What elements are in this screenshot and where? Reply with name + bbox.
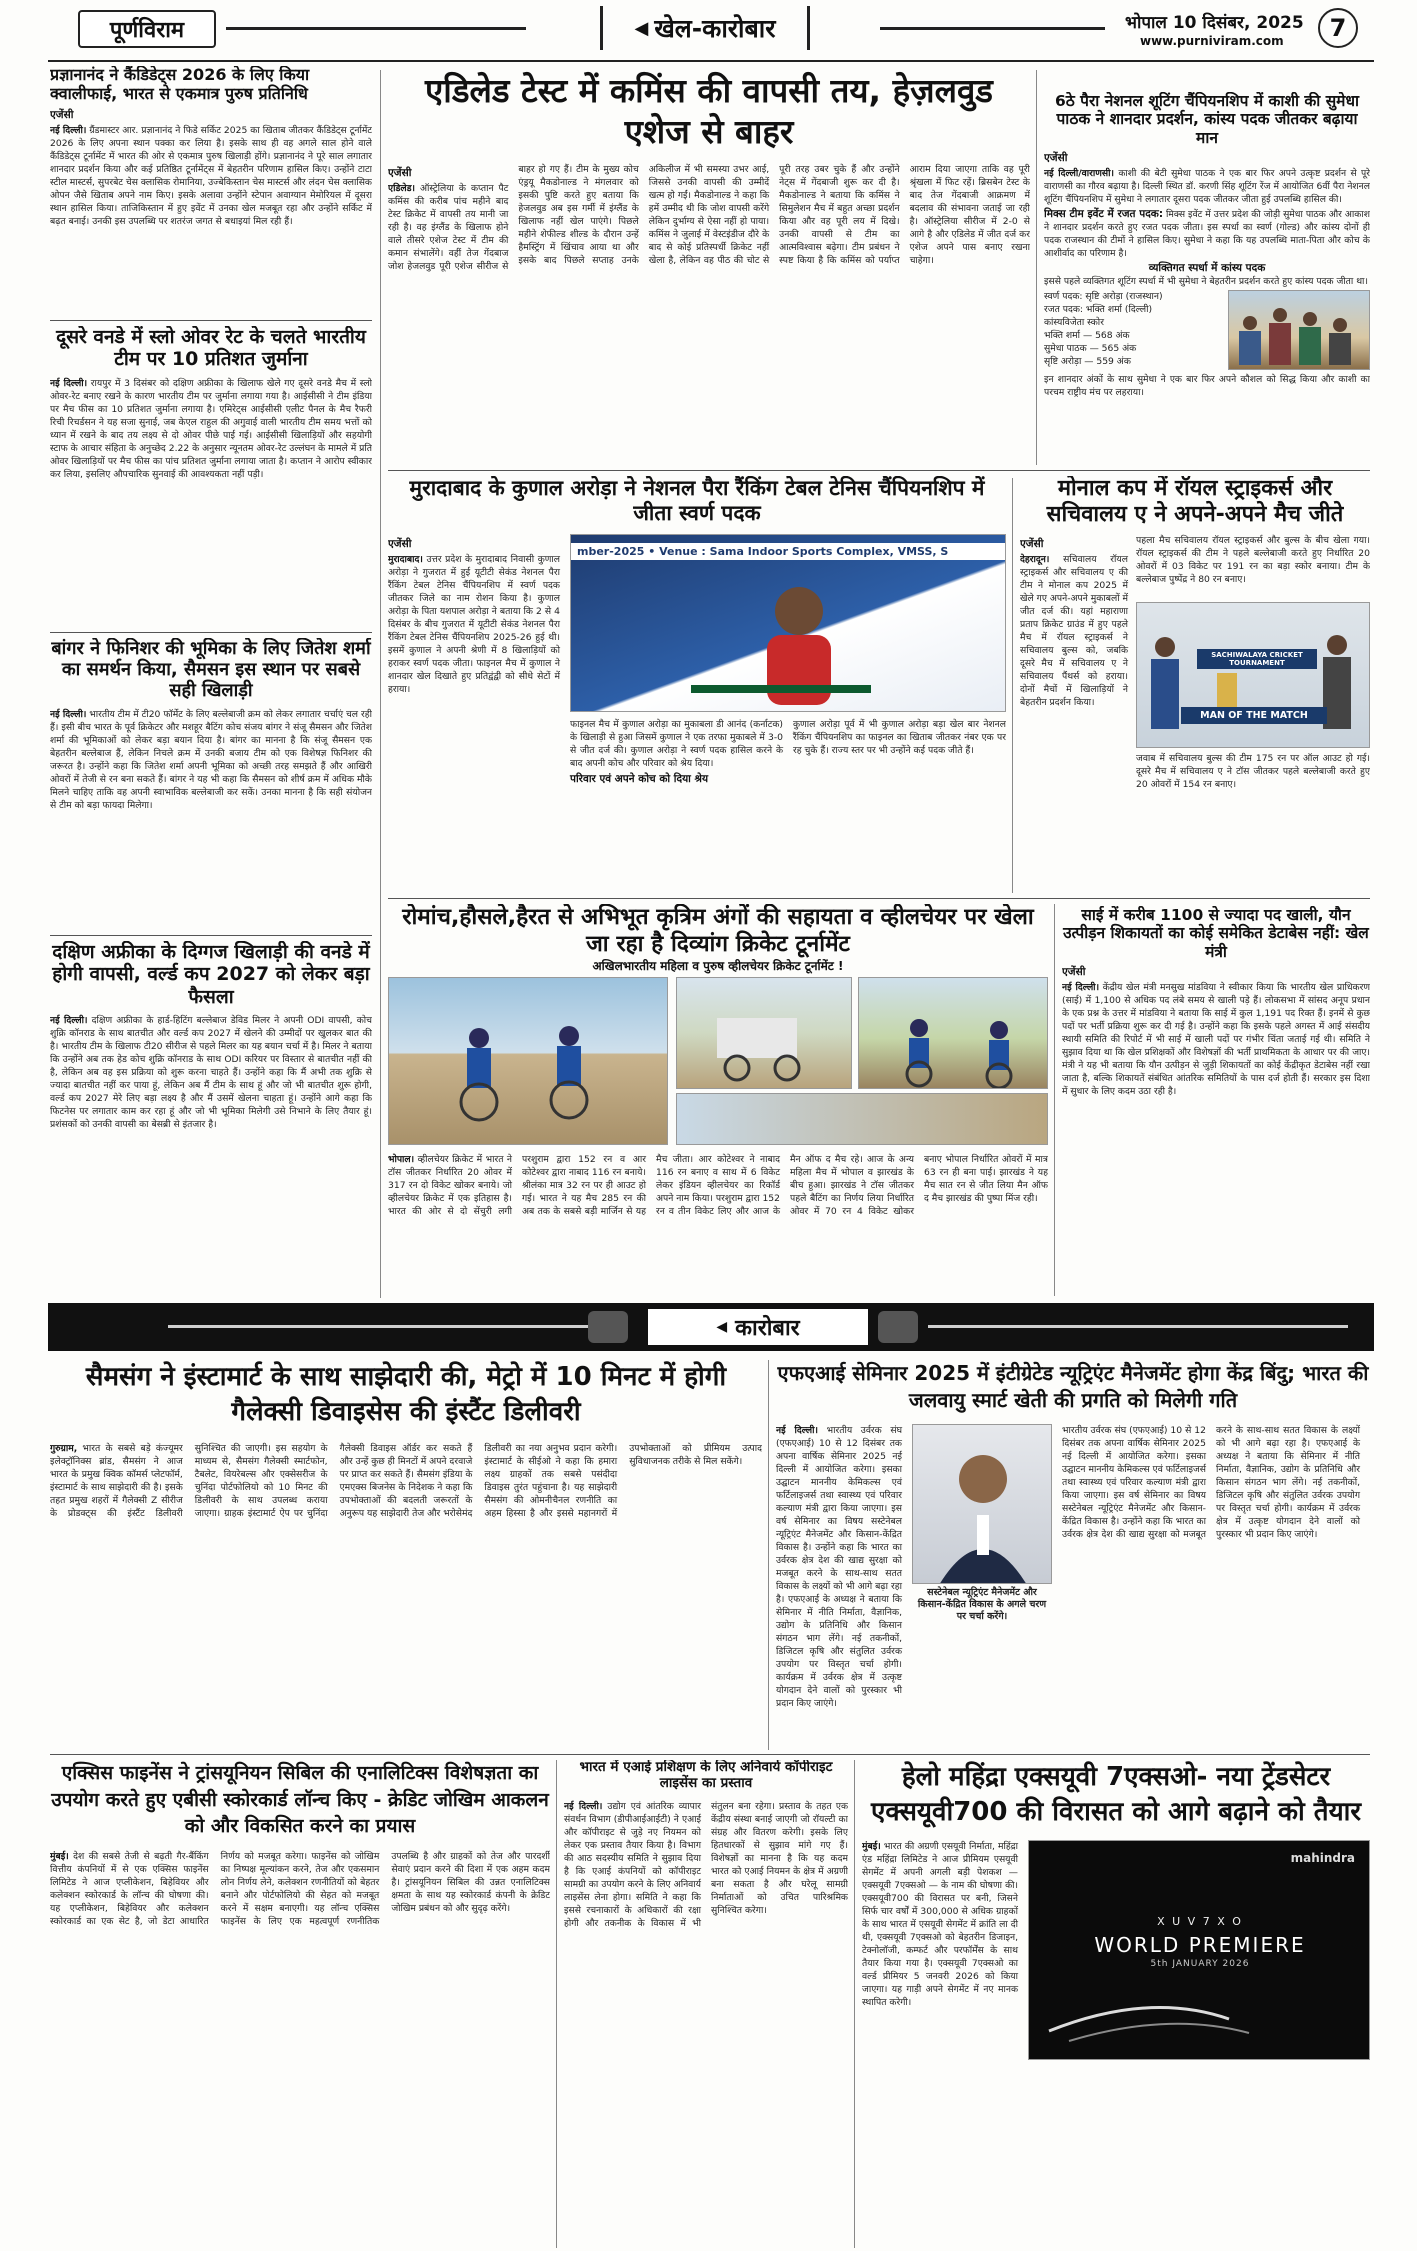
article-text-continued bbox=[1062, 1424, 1360, 1724]
article-praggnanandhaa bbox=[50, 66, 372, 316]
subheadline: अखिलभारतीय महिला व पुरुष व्हीलचेयर क्रिकेट टूर्नामेंट ! bbox=[592, 959, 844, 974]
article-text: ऑस्ट्रेलिया के कप्तान पैट कमिंस की करीब पांच महीने बाद टेस्ट क्रिकेट में वापसी तय मानी जा रही है। वह इंग्लैंड के खिलाफ होने वाले तीसरे एशेज टेस्ट में टीम की कमान संभालेंगे। वहीं तेज गेंदबाज जोश हेजलवुड पूरी एशेज सीरीज से बाहर हो गए हैं। टीम के मुख्य कोच एंड्रयू मैकडोनाल्ड ने मंगलवार को इसकी पुष्टि करते हुए बताया कि हेजलवुड अब इस गर्मी में इंग्लैंड के खिलाफ नहीं खेल पाएंगे। पिछले महीने शेफील्ड शील्ड के दौरान उन्हें हैमस्ट्रिंग में खिंचाव आया था और इसके बाद पिछले सप्ताह उनके अकिलीज में भी समस्या उभर आई, जिससे उनकी वापसी की उम्मीदें खत्म हो गईं। मैकडोनाल्ड ने कहा कि हमें उम्मीद थी कि जोश वापसी करेंगे लेकिन दुर्भाग्य से ऐसा नहीं हो पाया। कमिंस ने जुलाई में वेस्टइंडीज दौरे के बाद से कोई प्रतिस्पर्धी क्रिकेट नहीं खेला है, लेकिन वह पीठ की चोट से पूरी तरह उबर चुके हैं और उन्होंने नेट्स में गेंदबाजी शुरू कर दी है। मैकडोनाल्ड ने बताया कि कमिंस ने सिमुलेशन मैच में बहुत अच्छा प्रदर्शन किया और वह पूरी लय में दिखे। उनकी वापसी से टीम का आत्मविश्वास बढ़ेगा। टीम प्रबंधन ने स्पष्ट किया है कि कमिंस को पर्याप्त आराम दिया जाएगा ताकि वह पूरी श्रृंखला में फिट रहें। ब्रिसबेन टेस्ट के बाद तेज गेंदबाजी आक्रमण में बदलाव की संभावना जताई जा रही है। ऑस्ट्रेलिया सीरीज में 2-0 से आगे है और एडिलेड में जीत दर्ज कर एशेज अपने पास बनाए रखना चाहेगा। bbox=[388, 163, 1030, 272]
headline: मुरादाबाद के कुणाल अरोड़ा ने नेशनल पैरा रैंकिंग टेबल टेनिस चैंपियनशिप में जीता स्वर्ण पदक bbox=[409, 476, 985, 525]
article-cummins-return bbox=[388, 66, 1030, 466]
section-tab bbox=[600, 6, 810, 50]
photo-sumedha-podium bbox=[1228, 290, 1370, 370]
photo-model: X U V 7 X O bbox=[1157, 1915, 1243, 1929]
article-closing: इन शानदार अंकों के साथ सुमेधा ने एक बार फिर अपने कौशल को सिद्ध किया और काशी का परचम राष्ट्रीय मंच पर लहराया। bbox=[1044, 373, 1370, 398]
article-slow-over-rate bbox=[50, 326, 372, 628]
article-text: उत्तर प्रदेश के मुरादाबाद निवासी कुणाल अरोड़ा ने गुजरात में हुई यूटीटी सेकंड नेशनल पैरा रैंकिंग टेबल टेनिस चैंपियनशिप में स्वर्ण पदक जीतकर जिले का नाम रोशन किया है। कुणाल अरोड़ा के पिता यशपाल अरोड़ा ने बताया कि 2 से 4 दिसंबर के बीच गुजरात में यूटीटी सेकंड नेशनल पैरा रैंकिंग टेबल टेनिस चैंपियनशिप 2025-26 हुई थी। इसमें कुणाल ने अपनी श्रेणी में 8 खिलाड़ियों को हराकर स्वर्ण पदक जीता। फाइनल मैच में कुणाल ने शानदार खेल दिखाते हुए प्रतिद्वंद्वी को सीधे सेटों में हराया। bbox=[388, 553, 561, 695]
article-dateline: मुरादाबाद। bbox=[388, 553, 423, 565]
result-item: सुमेधा पाठक — 565 अंक bbox=[1044, 342, 1137, 354]
headline: एफएआई सेमिनार 2025 में इंटीग्रेटेड न्यूट्रिएंट मैनेजमेंट होगा केंद्र बिंदु; भारत की जलवायु स्मार्ट खेती की प्रगति को मिलेगी गति bbox=[777, 1361, 1369, 1412]
band-label: कारोबार bbox=[735, 1316, 800, 1341]
article-dateline: नई दिल्ली/वाराणसी। bbox=[1044, 167, 1114, 179]
article-text: भारत के सबसे बड़े कंज्यूमर इलेक्ट्रॉनिक्स ब्रांड, सैमसंग ने आज भारत के प्रमुख क्विक कॉमर्स प्लेटफॉर्म, इंस्टामार्ट के साथ साझेदारी की है। इसके तहत प्रमुख शहरों में गैलेक्सी Z सीरीज के प्रोडक्ट्स की इंस्टैंट डिलीवरी सुनिश्चित की जाएगी। इस सहयोग के माध्यम से, सैमसंग गैलेक्सी स्मार्टफोन, टैबलेट, वियरेबल्स और एक्सेसरीज के चुनिंदा पोर्टफोलियो को 10 मिनट की डिलीवरी के साथ उपलब्ध कराया जाएगा। ग्राहक इंस्टामार्ट ऐप पर चुनिंदा गैलेक्सी डिवाइस ऑर्डर कर सकते हैं और उन्हें कुछ ही मिनटों में अपने दरवाजे पर प्राप्त कर सकते हैं। सैमसंग इंडिया के एमएक्स बिजनेस के निदेशक ने कहा कि उपभोक्ताओं की बदलती जरूरतों के अनुरूप यह साझेदारी तेज और भरोसेमंद डिलीवरी का नया अनुभव प्रदान करेगी। इंस्टामार्ट के सीईओ ने कहा कि हमारा लक्ष्य ग्राहकों तक सबसे पसंदीदा डिवाइस तुरंत पहुंचाना है। यह साझेदारी सैमसंग की ओमनीचैनल रणनीति का अहम हिस्सा है और इससे महानगरों में उपभोक्ताओं को प्रीमियम उत्पाद सुविधाजनक तरीके से मिल सकेंगे। bbox=[50, 1443, 762, 1520]
headline: रोमांच,हौसले,हैरत से अभिभूत कृत्रिम अंगों की सहायता व व्हीलचेयर पर खेला जा रहा है दिव्यांग क्रिकेट टूर्नामेंट bbox=[402, 904, 1034, 957]
agency: एजेंसी bbox=[1062, 965, 1086, 978]
article-dateline: नई दिल्ली। bbox=[1062, 981, 1100, 993]
graph-icon bbox=[878, 1311, 918, 1343]
subhead: परिवार एवं अपने कोच को दिया श्रेय bbox=[570, 772, 709, 785]
divider bbox=[50, 632, 372, 633]
article-fai-seminar bbox=[776, 1360, 1370, 1750]
photo-xuv7xo-premiere bbox=[1028, 1840, 1370, 2060]
subhead: व्यक्तिगत स्पर्धा में कांस्य पदक bbox=[1148, 261, 1266, 274]
article-body bbox=[50, 377, 372, 481]
band-arrow-icon: ◀ bbox=[716, 1319, 728, 1335]
subhead: मिक्स टीम इवेंट में रजत पदक: bbox=[1044, 207, 1164, 220]
handshake-icon bbox=[588, 1311, 628, 1343]
divider bbox=[768, 1360, 769, 1750]
article-miller-return bbox=[50, 941, 372, 1296]
match-illustration bbox=[677, 978, 852, 1089]
photo-man-of-the-match bbox=[1136, 602, 1370, 748]
divider bbox=[854, 1760, 855, 2248]
masthead-rule-right bbox=[880, 27, 1105, 30]
brand-name: पूर्णविराम bbox=[109, 18, 185, 43]
article-text: भारत की अग्रणी एसयूवी निर्माता, महिंद्रा एंड महिंद्रा लिमिटेड ने आज प्रीमियम एसयूवी सेगमेंट में अपनी अगली बड़ी पेशकश — एक्सयूवी 7एक्सओ — के नाम की घोषणा की। एक्सयूवी700 की विरासत पर बनी, जिसने सिर्फ चार वर्षों में 300,000 से अधिक ग्राहकों के साथ भारत में एसयूवी सेगमेंट में क्रांति ला दी थी, एक्सयूवी 7एक्सओ को बेहतरीन डिजाइन, टेक्नोलॉजी, कम्फर्ट और परफॉर्मेंस के साथ तैयार किया गया है। एक्सयूवी 7एक्सओ का वर्ल्ड प्रीमियर 5 जनवरी 2026 को किया जाएगा। यह गाड़ी अपने सेगमेंट में नए मानक स्थापित करेगी। bbox=[862, 1841, 1019, 2009]
article-text: कुणाल अरोड़ा पूर्व में भी कुणाल अरोड़ा बड़ा खेल बार नेशनल रैंकिंग चैंपियनशिप का फाइनल का खिताब जीतकर नंबर एक पर रह चुके हैं। राज्य स्तर पर भी उन्होंने कई पदक जीते हैं। bbox=[793, 718, 1006, 756]
photo-wheelchair-field bbox=[858, 977, 1048, 1089]
car-headlight-illustration bbox=[1029, 1841, 1370, 2060]
headline: भारत में एआई प्रशिक्षण के लिए अनिवार्य कॉपीराइट लाइसेंस का प्रस्ताव bbox=[579, 1760, 833, 1791]
article-dateline: भोपाल। bbox=[388, 1154, 415, 1166]
article-body bbox=[388, 163, 1030, 453]
article-text: केंद्रीय खेल मंत्री मनसुख मांडविया ने स्वीकार किया कि भारतीय खेल प्राधिकरण (साई) में 1,100 से अधिक पद लंबे समय से खाली पड़े हैं। लोकसभा में सांसद अनूप प्रधान के एक प्रश्न के उत्तर में मांडविया ने बताया कि साई में कुल 1,191 पद रिक्त हैं। इनमें से कुछ पदों पर भर्ती प्रक्रिया शुरू कर दी गई है। उन्होंने कहा कि इसके पहले अगस्त में आई संसदीय स्थायी समिति की रिपोर्ट में भी साई में खाली पदों पर गंभीर चिंता जताई गई थी। समिति ने सुझाव दिया था कि खेल प्रशिक्षकों और विशेषज्ञों की भर्ती प्राथमिकता के आधार पर की जाए। मंत्री ने यह भी बताया कि यौन उत्पीड़न से जुड़ी शिकायतों का कोई केंद्रीकृत डेटाबेस नहीं रखा जाता है, बल्कि शिकायतें संबंधित आंतरिक समितियों के पास दर्ज होती हैं। सरकार इस दिशा में सुधार के लिए कदम उठा रही है। bbox=[1062, 981, 1370, 1097]
business-section-band bbox=[48, 1303, 1374, 1351]
article-text: पहला मैच सचिवालय रॉयल स्ट्राइकर्स और बुल्स के बीच खेला गया। रॉयल स्ट्राइकर्स की टीम ने पहले बल्लेबाजी करते हुए निर्धारित 20 ओवरों में 03 विकेट पर 191 रन का बड़ा स्कोर बनाया। टीम के बल्लेबाज पुष्पेंद्र ने 80 रन बनाए। bbox=[1136, 534, 1370, 585]
article-dateline: नई दिल्ली। bbox=[50, 1015, 88, 1027]
article-text: इससे पहले व्यक्तिगत शूटिंग स्पर्धा में भी सुमेधा ने बेहतरीन प्रदर्शन करते हुए कांस्य पदक जीता था। bbox=[1044, 275, 1368, 287]
agency: एजेंसी bbox=[1020, 537, 1044, 550]
article-body bbox=[50, 708, 372, 812]
article-body bbox=[564, 1800, 848, 2220]
article-dateline: नई दिल्ली। bbox=[776, 1425, 818, 1436]
photo-fai-speaker bbox=[912, 1424, 1052, 1584]
article-text: उद्योग एवं आंतरिक व्यापार संवर्धन विभाग (डीपीआईआईटी) ने एआई और कॉपीराइट से जुड़े नए नियमन को लेकर एक प्रस्ताव तैयार किया है। विभाग की आठ सदस्यीय समिति ने सुझाव दिया है कि एआई कंपनियों को कॉपीराइट सामग्री का उपयोग करने के लिए अनिवार्य लाइसेंस लेना होगा। समिति ने कहा कि इससे रचनाकारों के अधिकारों की रक्षा होगी और तकनीक के विकास में भी संतुलन बना रहेगा। प्रस्ताव के तहत एक केंद्रीय संस्था बनाई जाएगी जो रॉयल्टी का संग्रह और वितरण करेगी। इसके लिए हितधारकों से सुझाव मांगे गए हैं। विशेषज्ञों का मानना है कि यह कदम भारत को एआई नियमन के क्षेत्र में अग्रणी बना सकता है और घरेलू सामग्री निर्माताओं को उचित पारिश्रमिक सुनिश्चित करेगा। bbox=[564, 1800, 848, 1929]
divider bbox=[50, 935, 372, 936]
headline: 6ठे पैरा नेशनल शूटिंग चैंपियनशिप में काशी की सुमेधा पाठक ने शानदार प्रदर्शन, कांस्य पदक जीतकर बढ़ाया मान bbox=[1054, 92, 1360, 147]
article-body bbox=[50, 1850, 550, 2210]
article-dateline: देहरादून। bbox=[1020, 553, 1050, 565]
headline: दक्षिण अफ्रीका के दिग्गज खिलाड़ी की वनडे में होगी वापसी, वर्ल्ड कप 2027 को लेकर बड़ा फैसला bbox=[52, 941, 370, 1008]
band-left-rule bbox=[168, 1325, 588, 1328]
headline: हेलो महिंद्रा एक्सयूवी 7एक्सओ- नया ट्रेंडसेटर एक्सयूवी700 की विरासत को आगे बढ़ाने को तैयार bbox=[870, 1762, 1362, 1828]
divider bbox=[388, 898, 1370, 899]
photo-caption: सस्टेनेबल न्यूट्रिएंट मैनेजमेंट और किसान-केंद्रित विकास के अगले चरण पर चर्चा करेंगे। bbox=[917, 1587, 1047, 1622]
article-dateline: एडिलेड। bbox=[388, 182, 416, 194]
article-dateline: नई दिल्ली। bbox=[50, 708, 87, 720]
article-kunal-arora bbox=[388, 476, 1006, 894]
result-item: भक्ति शर्मा — 568 अंक bbox=[1044, 329, 1130, 341]
masthead bbox=[0, 0, 1417, 58]
article-text: भारतीय उर्वरक संघ (एफएआई) 10 से 12 दिसंबर तक अपना वार्षिक सेमिनार 2025 नई दिल्ली में आयोजित करेगा। इसका उद्घाटन माननीय केमिकल्स एवं फर्टिलाइजर्स तथा स्वास्थ्य एवं परिवार कल्याण मंत्री द्वारा किया जाएगा। इस वर्ष सेमिनार का विषय सस्टेनेबल न्यूट्रिएंट मैनेजमेंट और किसान-केंद्रित विकास है। उन्होंने कहा कि भारत का उर्वरक क्षेत्र देश की खाद्य सुरक्षा को मजबूत करने के साथ-साथ सतत विकास के लक्ष्यों को भी आगे बढ़ा रहा है। एफएआई के अध्यक्ष ने बताया कि सेमिनार में नीति निर्माता, वैज्ञानिक, उद्योग के प्रतिनिधि और किसान संगठन भाग लेंगे। नई तकनीकों, डिजिटल कृषि और संतुलित उर्वरक उपयोग पर विस्तृत चर्चा होगी। कार्यक्रम में उर्वरक क्षेत्र में उत्कृष्ट योगदान देने वालों को पुरस्कार भी प्रदान किए जाएंगे। bbox=[1062, 1425, 1360, 1540]
page-number: 7 bbox=[1329, 14, 1347, 42]
section-arrow-icon: ◀ bbox=[634, 17, 649, 39]
results-list bbox=[1044, 290, 1370, 370]
page-number-badge bbox=[1318, 8, 1358, 48]
divider bbox=[50, 1754, 1370, 1755]
divider bbox=[388, 470, 1370, 471]
divider bbox=[1012, 478, 1013, 893]
headline: मोनाल कप में रॉयल स्ट्राइकर्स और सचिवालय ए ने अपने-अपने मैच जीते bbox=[1046, 476, 1344, 527]
article-axis-finance bbox=[50, 1760, 550, 2250]
photo-wheelchair-match bbox=[676, 977, 852, 1089]
agency: एजेंसी bbox=[388, 537, 412, 550]
article-sumedha-shooting bbox=[1044, 92, 1370, 464]
article-text: फाइनल मैच में कुणाल अरोड़ा का मुकाबला डी आनंद (कर्नाटक) के खिलाड़ी से हुआ जिसमें कुणाल ने एक तरफा मुकाबले में 3-0 से जीत दर्ज की। कुणाल अरोड़ा ने स्वर्ण पदक हासिल करने के बाद अपनी कोच और परिवार को श्रेय दिया। bbox=[570, 718, 783, 769]
team-illustration bbox=[1137, 603, 1370, 748]
headline: प्रज्ञानानंद ने कैंडिडेट्स 2026 के लिए किया क्वालीफाई, भारत से एकमात्र पुरुष प्रतिनिधि bbox=[50, 66, 310, 103]
agency: एजेंसी bbox=[1044, 151, 1068, 164]
article-bangar-jitesh bbox=[50, 638, 372, 930]
photo-wheelchair-batting bbox=[676, 1093, 1048, 1145]
article-body bbox=[50, 1014, 372, 1131]
article-text: भारतीय टीम में टी20 फॉर्मेट के लिए बल्लेबाजी क्रम को लेकर लगातार चर्चाएं चल रही हैं। इसी बीच भारत के पूर्व क्रिकेटर और मशहूर बैटिंग कोच संजय बांगर ने संजू सैमसन और जितेश शर्मा की भूमिकाओं को लेकर बड़ा बयान दिया है। बांगर का मानना है कि संजू सैमसन एक बेहतरीन बल्लेबाज हैं, लेकिन निचले क्रम में उनकी बजाय टीम को एक विशेषज्ञ फिनिशर की जरूरत है। उन्होंने कहा कि जितेश शर्मा अपनी भूमिका को अच्छी तरह समझते हैं और आखिरी ओवरों में तेजी से रन बना सकते हैं। बांगर ने यह भी कहा कि सैमसन को शीर्ष क्रम में अधिक मौके मिलने चाहिए ताकि वह अपनी स्वाभाविक बल्लेबाजी कर सकें। उनका मानना है कि सही संयोजन से टीम को बड़ा फायदा मिलेगा। bbox=[50, 708, 372, 811]
dateline: भोपाल 10 दिसंबर, 2025 bbox=[1125, 13, 1304, 33]
article-dateline: मुंबई। bbox=[50, 1850, 69, 1862]
headline: दूसरे वनडे में स्लो ओवर रेट के चलते भारतीय टीम पर 10 प्रतिशत जुर्माना bbox=[56, 326, 366, 371]
headline: एडिलेड टेस्ट में कमिंस की वापसी तय, हेज़लवुड एशेज से बाहर bbox=[425, 71, 993, 152]
result-item: सृष्टि अरोड़ा — 559 अंक bbox=[1044, 355, 1131, 367]
result-item: रजत पदक: भक्ति शर्मा (दिल्ली) bbox=[1044, 303, 1153, 315]
article-text: ग्रैंडमास्टर आर. प्रज्ञानानंद ने फिडे सर्किट 2025 का खिताब जीतकर कैंडिडेट्स टूर्नामेंट 2026 के लिए अपना स्थान पक्का कर लिया है। इसके साथ ही वह अगले साल होने वाले कैंडिडेट्स टूर्नामेंट में भारत की ओर से एकमात्र पुरुष खिलाड़ी होंगे। प्रज्ञानानंद ने पूरे साल लगातार शानदार प्रदर्शन किया और कई प्रतिष्ठित टूर्नामेंट्स में बेहतरीन परिणाम हासिल किए। उन्होंने टाटा स्टील मास्टर्स, सुपरबेट चेस क्लासिक रोमानिया, उज्बेकिस्तान चेस मास्टर्स और लंदन चेस क्लासिक ओपन जैसे खिताब अपने नाम किए। इसके अलावा उन्होंने स्टेपान अवाग्यान मेमोरियल में दूसरा स्थान हासिल किया। ताजिकिस्तान में हुए इवेंट में उनका खेल मजबूत रहा और उन्होंने सर्किट में बढ़त बनाई। उनकी इस उपलब्धि पर शतरंज जगत से बधाइयां मिल रही हैं। bbox=[50, 124, 372, 227]
headline: सैमसंग ने इंस्टामार्ट के साथ साझेदारी की, मेट्रो में 10 मिनट में होगी गैलेक्सी डिवाइसेस की इंस्टैंट डिलीवरी bbox=[85, 1362, 727, 1428]
podium-illustration bbox=[1229, 291, 1370, 370]
article-ai-copyright bbox=[564, 1760, 848, 2250]
masthead-bottom-rule bbox=[48, 60, 1374, 62]
article-dateline: मुंबई। bbox=[862, 1841, 881, 1853]
headline: एक्सिस फाइनेंस ने ट्रांसयूनियन सिबिल की एनालिटिक्स विशेषज्ञता का उपयोग करते हुए एबीसी स्कोरकार्ड लॉन्च किए - क्रेडिट जोखिम आकलन को और विकसित करने का प्रयास bbox=[51, 1762, 549, 1838]
section-title: खेल-कारोबार bbox=[654, 14, 776, 43]
article-text: काशी की बेटी सुमेधा पाठक ने एक बार फिर अपने उत्कृष्ट प्रदर्शन से पूरे वाराणसी का गौरव बढ़ाया है। दिल्ली स्थित डॉ. करणी सिंह शूटिंग रेंज में आयोजित 6वीं पैरा नेशनल शूटिंग चैंपियनशिप में सुमेधा ने लगातार दूसरा पदक जीतकर जीता हुई उपलब्धि हासिल की। bbox=[1044, 167, 1370, 205]
website: www.purniviram.com bbox=[1140, 34, 1284, 48]
center-right-divider bbox=[1036, 70, 1037, 465]
article-sai-vacancies bbox=[1062, 906, 1370, 1296]
col1-divider bbox=[380, 70, 381, 1298]
article-dateline: गुरुग्राम, bbox=[50, 1443, 78, 1455]
article-monal-cup bbox=[1020, 476, 1370, 894]
photo-date: 5th JANUARY 2026 bbox=[1150, 1959, 1250, 1970]
photo-brand: mahindra bbox=[1290, 1851, 1355, 1866]
article-dateline: नई दिल्ली। bbox=[50, 377, 88, 389]
article-text: रायपुर में 3 दिसंबर को दक्षिण अफ्रीका के खिलाफ खेले गए दूसरे वनडे मैच में स्लो ओवर-रेट बनाए रखने के कारण भारतीय टीम पर जुर्माना लगाया गया है। आईसीसी ने टीम इंडिया पर मैच फीस का 10 प्रतिशत जुर्माना लगाया है। एमिरेट्स आईसीसी एलीट पैनल के मैच रैफरी रिची रिचर्डसन ने यह सजा सुनाई, जब केएल राहुल की अगुवाई वाली भारतीय टीम समय भत्तों को ध्यान में रखने के बाद तय लक्ष्य से दो ओवर पीछे पाई गई। आईसीसी खिलाड़ियों और सहयोगी स्टाफ के आचार संहिता के अनुच्छेद 2.22 के अनुसार न्यूनतम ओवर-रेट उल्लंघन के मामले में प्रति ओवर खिलाड़ियों पर मैच फीस का पांच प्रतिशत जुर्माना लगाया जाता है। कप्तान ने आरोप स्वीकार कर लिया, इसलिए औपचारिक सुनवाई की आवश्यकता नहीं पड़ी। bbox=[50, 377, 372, 480]
photo-kunal-table-tennis bbox=[570, 534, 1006, 712]
masthead-rule-left bbox=[226, 27, 526, 30]
article-text: मिक्स इवेंट में उत्तर प्रदेश की जोड़ी सुमेधा पाठक और आकाश ने शानदार प्रदर्शन करते हुए रजत पदक जीता। इस स्पर्धा का स्वर्ण (गोल्ड) और कांस्य दोनों ही पदक राजस्थान की टीमों ने हासिल किए। सुमेधा ने कहा कि यह उपलब्धि माता-पिता और कोच के आशीर्वाद का परिणाम है। bbox=[1044, 208, 1370, 259]
band-right-rule bbox=[928, 1325, 1348, 1328]
article-body bbox=[50, 1442, 762, 1712]
article-samsung-instamart bbox=[50, 1360, 762, 1750]
agency: एजेंसी bbox=[50, 108, 74, 121]
article-body bbox=[388, 1153, 1048, 1283]
article-text: भारतीय उर्वरक संघ (एफएआई) 10 से 12 दिसंबर तक अपना वार्षिक सेमिनार 2025 नई दिल्ली में आयोजित करेगा। इसका उद्घाटन माननीय केमिकल्स एवं फर्टिलाइजर्स तथा स्वास्थ्य एवं परिवार कल्याण मंत्री द्वारा किया जाएगा। इस वर्ष सेमिनार का विषय सस्टेनेबल न्यूट्रिएंट मैनेजमेंट और किसान-केंद्रित विकास है। उन्होंने कहा कि भारत का उर्वरक क्षेत्र देश की खाद्य सुरक्षा को मजबूत करने के साथ-साथ सतत विकास के लक्ष्यों को भी आगे बढ़ा रहा है। एफएआई के अध्यक्ष ने बताया कि सेमिनार में नीति निर्माता, वैज्ञानिक, उद्योग के प्रतिनिधि और किसान संगठन भाग लेंगे। नई तकनीकों, डिजिटल कृषि और संतुलित उर्वरक उपयोग पर विस्तृत चर्चा होगी। कार्यक्रम में उर्वरक क्षेत्र में उत्कृष्ट योगदान देने वालों को पुरस्कार भी प्रदान किए जाएंगे। bbox=[776, 1425, 902, 1709]
article-text: सचिवालय रॉयल स्ट्राइकर्स और सचिवालय ए की टीम ने मोनाल कप 2025 में खेले गए अपने-अपने मुकाबलों में जीत दर्ज की। यहां महाराणा प्रताप क्रिकेट ग्राउंड में हुए पहले मैच में रॉयल स्ट्राइकर्स ने सचिवालय बुल्स को, जबकि दूसरे मैच में सचिवालय ए ने सचिवालय पैंथर्स को हराया। दोनों मैचों में खिलाड़ियों ने बेहतरीन प्रदर्शन किया। bbox=[1020, 553, 1128, 708]
agency: एजेंसी bbox=[388, 166, 412, 179]
speaker-illustration bbox=[913, 1425, 1052, 1584]
result-item: कांस्यविजेता स्कोर bbox=[1044, 316, 1104, 328]
article-text: व्हीलचेयर क्रिकेट में भारत ने टॉस जीतकर निर्धारित 20 ओवर में 317 रन दो विकेट खोकर बनाये। जो व्हीलचेयर क्रिकेट में एक इतिहास है। भारत की ओर से दो सेंचुरी लगी परशुराम द्वारा 152 रन व आर कोटेश्वर द्वारा नाबाद 116 रन बनाये। श्रीलंका मात्र 32 रन पर ही आउट हो गई। भारत ने यह मैच 285 रन की अब तक के सबसे बड़ी मार्जिन से यह मैच जीता। आर कोटेश्वर ने नाबाद 116 रन बनाए व साथ में 6 विकेट लेकर इंडियन व्हीलचेयर का रिकॉर्ड अपने नाम किया। परशुराम द्वारा 152 रन व तीन विकेट लिए और आज के मैन ऑफ द मैच रहे। आज के अन्य महिला मैच में भोपाल व झारखंड के बीच हुआ। झारखंड ने टॉस जीतकर पहले बैटिंग का निर्णय लिया निर्धारित ओवर में 70 रन 4 विकेट खोकर बनाए भोपाल निर्धारित ओवरों में मात्र 63 रन ही बना पाई। झारखंड ने यह मैच सात रन से जीत लिया मैन ऑफ द मैच झारखंड की पुष्पा मिंज रही। bbox=[388, 1154, 1048, 1218]
band-label-box bbox=[648, 1309, 868, 1345]
photo-wheelchair-players bbox=[388, 977, 668, 1145]
article-wheelchair-cricket bbox=[388, 904, 1048, 1298]
photo-banner: SACHIWALAYA CRICKET TOURNAMENT bbox=[1197, 649, 1317, 669]
divider bbox=[1054, 904, 1055, 1296]
photo-label: MAN OF THE MATCH bbox=[1181, 707, 1327, 724]
article-dateline: नई दिल्ली। bbox=[564, 1800, 603, 1812]
divider bbox=[556, 1760, 557, 2248]
article-dateline: नई दिल्ली। bbox=[50, 124, 87, 136]
article-body bbox=[1044, 167, 1370, 288]
field-illustration bbox=[859, 978, 1048, 1089]
players-illustration bbox=[389, 978, 668, 1145]
article-text: जवाब में सचिवालय बुल्स की टीम 175 रन पर ऑल आउट हो गई। दूसरे मैच में सचिवालय ए ने टॉस जीतकर पहले बल्लेबाजी करते हुए 20 ओवरों में 154 रन बनाए। bbox=[1136, 752, 1370, 790]
photo-banner: mber-2025 • Venue : Sama Indoor Sports Complex, VMSS, S bbox=[571, 543, 1006, 560]
article-body bbox=[50, 124, 372, 228]
article-body bbox=[1062, 981, 1370, 1098]
result-item: स्वर्ण पदक: सृष्टि अरोड़ा (राजस्थान) bbox=[1044, 290, 1163, 302]
article-mahindra-xuv7xo bbox=[862, 1760, 1370, 2250]
article-text: देश की सबसे तेजी से बढ़ती गैर-बैंकिंग वित्तीय कंपनियों में से एक एक्सिस फाइनेंस लिमिटेड ने आज एप्लीकेशन, बिहेवियर और कलेक्शन स्कोरकार्ड के लॉन्च की घोषणा की। यह एप्लीकेशन, बिहेवियर और कलेक्शन स्कोरकार्ड का एक सेट है, जो डेटा आधारित निर्णय को मजबूत करेगा। फाइनेंस को जोखिम का निष्पक्ष मूल्यांकन करने, तेज और एकसमान लोन निर्णय लेने, कलेक्शन रणनीतियों को बेहतर बनाने और पोर्टफोलियो की सेहत को मजबूत करने में सक्षम बनाएगी। यह लॉन्च एक्सिस फाइनेंस के लिए एक महत्वपूर्ण रणनीतिक उपलब्धि है और ग्राहकों को तेज और पारदर्शी सेवाएं प्रदान करने की दिशा में एक अहम कदम है। ट्रांसयूनियन सिबिल की उन्नत एनालिटिक्स क्षमता के साथ यह स्कोरकार्ड कंपनी के क्रेडिट जोखिम प्रबंधन को और सुदृढ़ करेंगे। bbox=[50, 1850, 550, 1927]
article-text: दक्षिण अफ्रीका के हार्ड-हिटिंग बल्लेबाज डेविड मिलर ने अपनी ODI वापसी, कोच शुक्रि कॉनराड के साथ बातचीत और वर्ल्ड कप 2027 में खेलने की उम्मीदों पर खुलकर बात की है। भारतीय टीम के खिलाफ टी20 सीरीज से पहले मिलर का यह बयान चर्चा में है। मिलर ने बताया कि उन्होंने अब तक हेड कोच शुक्रि कॉनराड के साथ ODI करियर पर विस्तार से बातचीत नहीं की है, लेकिन अब वह इस प्रक्रिया को शुरू करना चाहते हैं। उन्होंने कहा कि मैं अभी तक शुक्रि से ज्यादा बातचीत नहीं कर पाया हूं, लेकिन अब मैं टीम के साथ हूं और जो भी बातचीत शुरू होगी, वर्ल्ड कप 2027 मेरे लिए बड़ा लक्ष्य है और मैं उसमें खेलना चाहता हूं। उन्होंने आगे कहा कि फिटनेस पर लगातार काम कर रहा हूं और जो भी भूमिका मिलेगी उसे निभाने के लिए तैयार हूं। प्रशंसकों को उनकी वापसी का बेसब्री से इंतजार है। bbox=[50, 1015, 372, 1131]
photo-title: WORLD PREMIERE bbox=[1094, 1933, 1306, 1958]
divider bbox=[50, 320, 372, 321]
player-illustration bbox=[571, 535, 1006, 712]
headline: साई में करीब 1100 से ज्यादा पद खाली, यौन उत्पीड़न शिकायतों का कोई समेकित डेटाबेस नहीं: खेल मंत्री bbox=[1063, 906, 1369, 961]
headline: बांगर ने फिनिशर की भूमिका के लिए जितेश शर्मा का समर्थन किया, सैमसन इस स्थान पर सबसे सही खिलाड़ी bbox=[51, 638, 371, 702]
brand-logo bbox=[78, 10, 216, 48]
